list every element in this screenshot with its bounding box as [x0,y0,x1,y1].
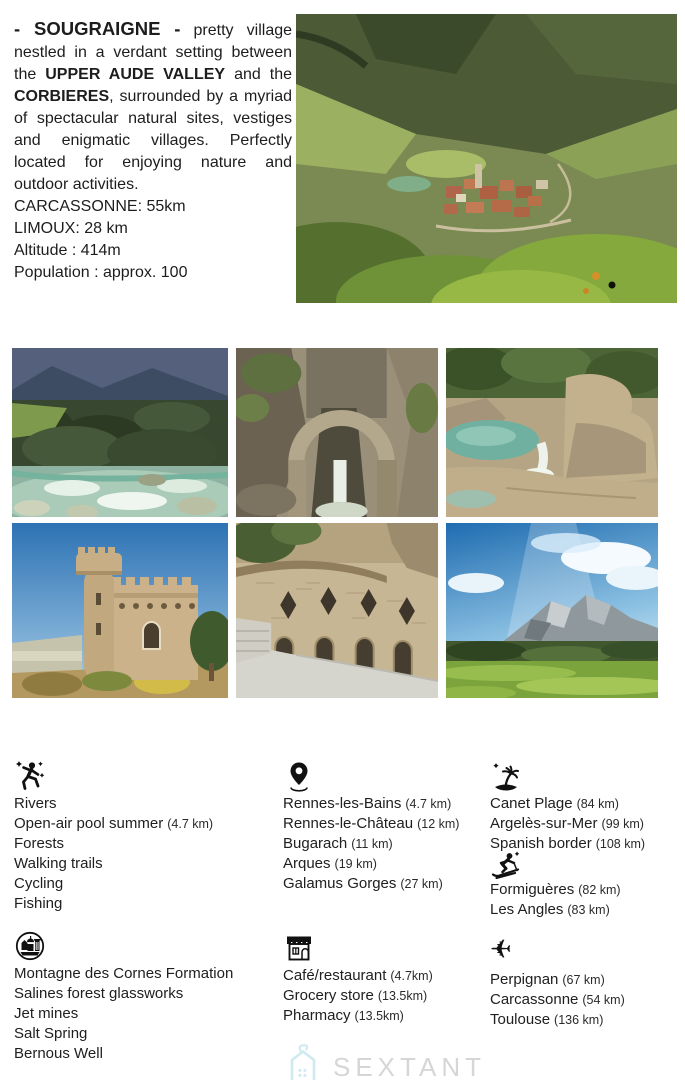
intro-seg: and the [225,66,293,83]
list-item-cycling: Cycling [14,875,64,892]
list-item-arques: Arques (19 km) [283,855,377,872]
hero-photo-village-valley [296,14,677,303]
sextant-wordmark: SEXTANT [333,1052,486,1080]
list-item-rivers: Rivers [14,795,57,812]
map-pin-icon [283,760,459,790]
list-item-pharmacy: Pharmacy (13.5km) [283,1007,404,1024]
list-item-forests: Forests [14,835,65,852]
list-item-les-angles: Les Angles (83 km) [490,901,610,918]
grid-photo-magdala-tower [12,523,228,698]
activities-block [14,760,213,914]
fact-population: Population : approx. 100 [14,264,188,281]
heritage-block [14,930,237,1064]
grid-photo-rock-pools [446,348,658,517]
storefront-icon [283,932,433,962]
list-item-bernous-well: Bernous Well [14,1045,103,1062]
sextant-house-tag-icon [283,1043,323,1080]
intro-seg: pretty village nestled in a verdant setting between the [14,22,293,83]
list-item-galamus-gorges: Galamus Gorges (27 km) [283,875,443,892]
nearby-villages-block [283,760,459,894]
fact-limoux: LIMOUX: 28 km [14,220,128,237]
list-item-grocery-store: Grocery store (13.5km) [283,987,428,1004]
palm-island-icon [490,760,645,790]
list-item-perpignan: Perpignan (67 km) [490,971,605,988]
grid-photo-bugarach-meadow [446,523,658,698]
intro-bold-upper-aude: UPPER AUDE VALLEY [45,66,226,83]
intro-seg: , surrounded by a myriad of spectacular natural sites, vestiges and enigmatic villages. Perfectly located for enjoying nature and outdoor activities. [14,88,292,193]
list-item-fishing: Fishing [14,895,63,912]
sports-dancer-icon [14,760,213,790]
list-item-cafe-restaurant: Café/restaurant (4.7km) [283,967,433,984]
fact-altitude: Altitude : 414m [14,242,121,259]
sextant-logo [283,1043,486,1080]
list-item-rennes-le-chateau: Rennes-le-Château (12 km) [283,815,460,832]
list-item-toulouse: Toulouse (136 km) [490,1011,604,1028]
airplane-icon: ✈ [490,935,512,965]
list-item-pool: Open-air pool summer (4.7 km) [14,815,214,832]
beaches-block [490,760,645,854]
grid-photo-mountain-stream [12,348,228,517]
list-item-canet-plage: Canet Plage (84 km) [490,795,619,812]
list-item-salines-glassworks: Salines forest glassworks [14,985,184,1002]
list-item-bugarach: Bugarach (11 km) [283,835,393,852]
airports-block [490,936,625,1030]
list-item-spanish-border: Spanish border (108 km) [490,835,646,852]
list-item-rennes-les-bains: Rennes-les-Bains (4.7 km) [283,795,452,812]
list-item-formigueres: Formiguères (82 km) [490,881,621,898]
intro-text-block [14,18,292,284]
ski-resorts-block [490,850,621,920]
intro-bold-corbieres: CORBIERES [14,88,110,105]
intro-paragraph [14,18,292,196]
list-item-salt-spring: Salt Spring [14,1025,88,1042]
list-item-argeles-sur-mer: Argelès-sur-Mer (99 km) [490,815,644,832]
skier-icon [490,850,621,878]
fact-carcassonne: CARCASSONNE: 55km [14,198,186,215]
grid-photo-stone-facade [236,523,438,698]
list-item-carcassonne-airport: Carcassonne (54 km) [490,991,625,1008]
grid-photo-stone-arch [236,348,438,517]
village-title: - SOUGRAIGNE - [14,18,181,39]
monuments-circle-icon [14,930,237,960]
list-item-jet-mines: Jet mines [14,1005,79,1022]
shops-block [283,932,433,1026]
list-item-montagne-cornes: Montagne des Cornes Formation [14,965,234,982]
list-item-walking-trails: Walking trails [14,855,103,872]
facts-list [14,196,292,284]
